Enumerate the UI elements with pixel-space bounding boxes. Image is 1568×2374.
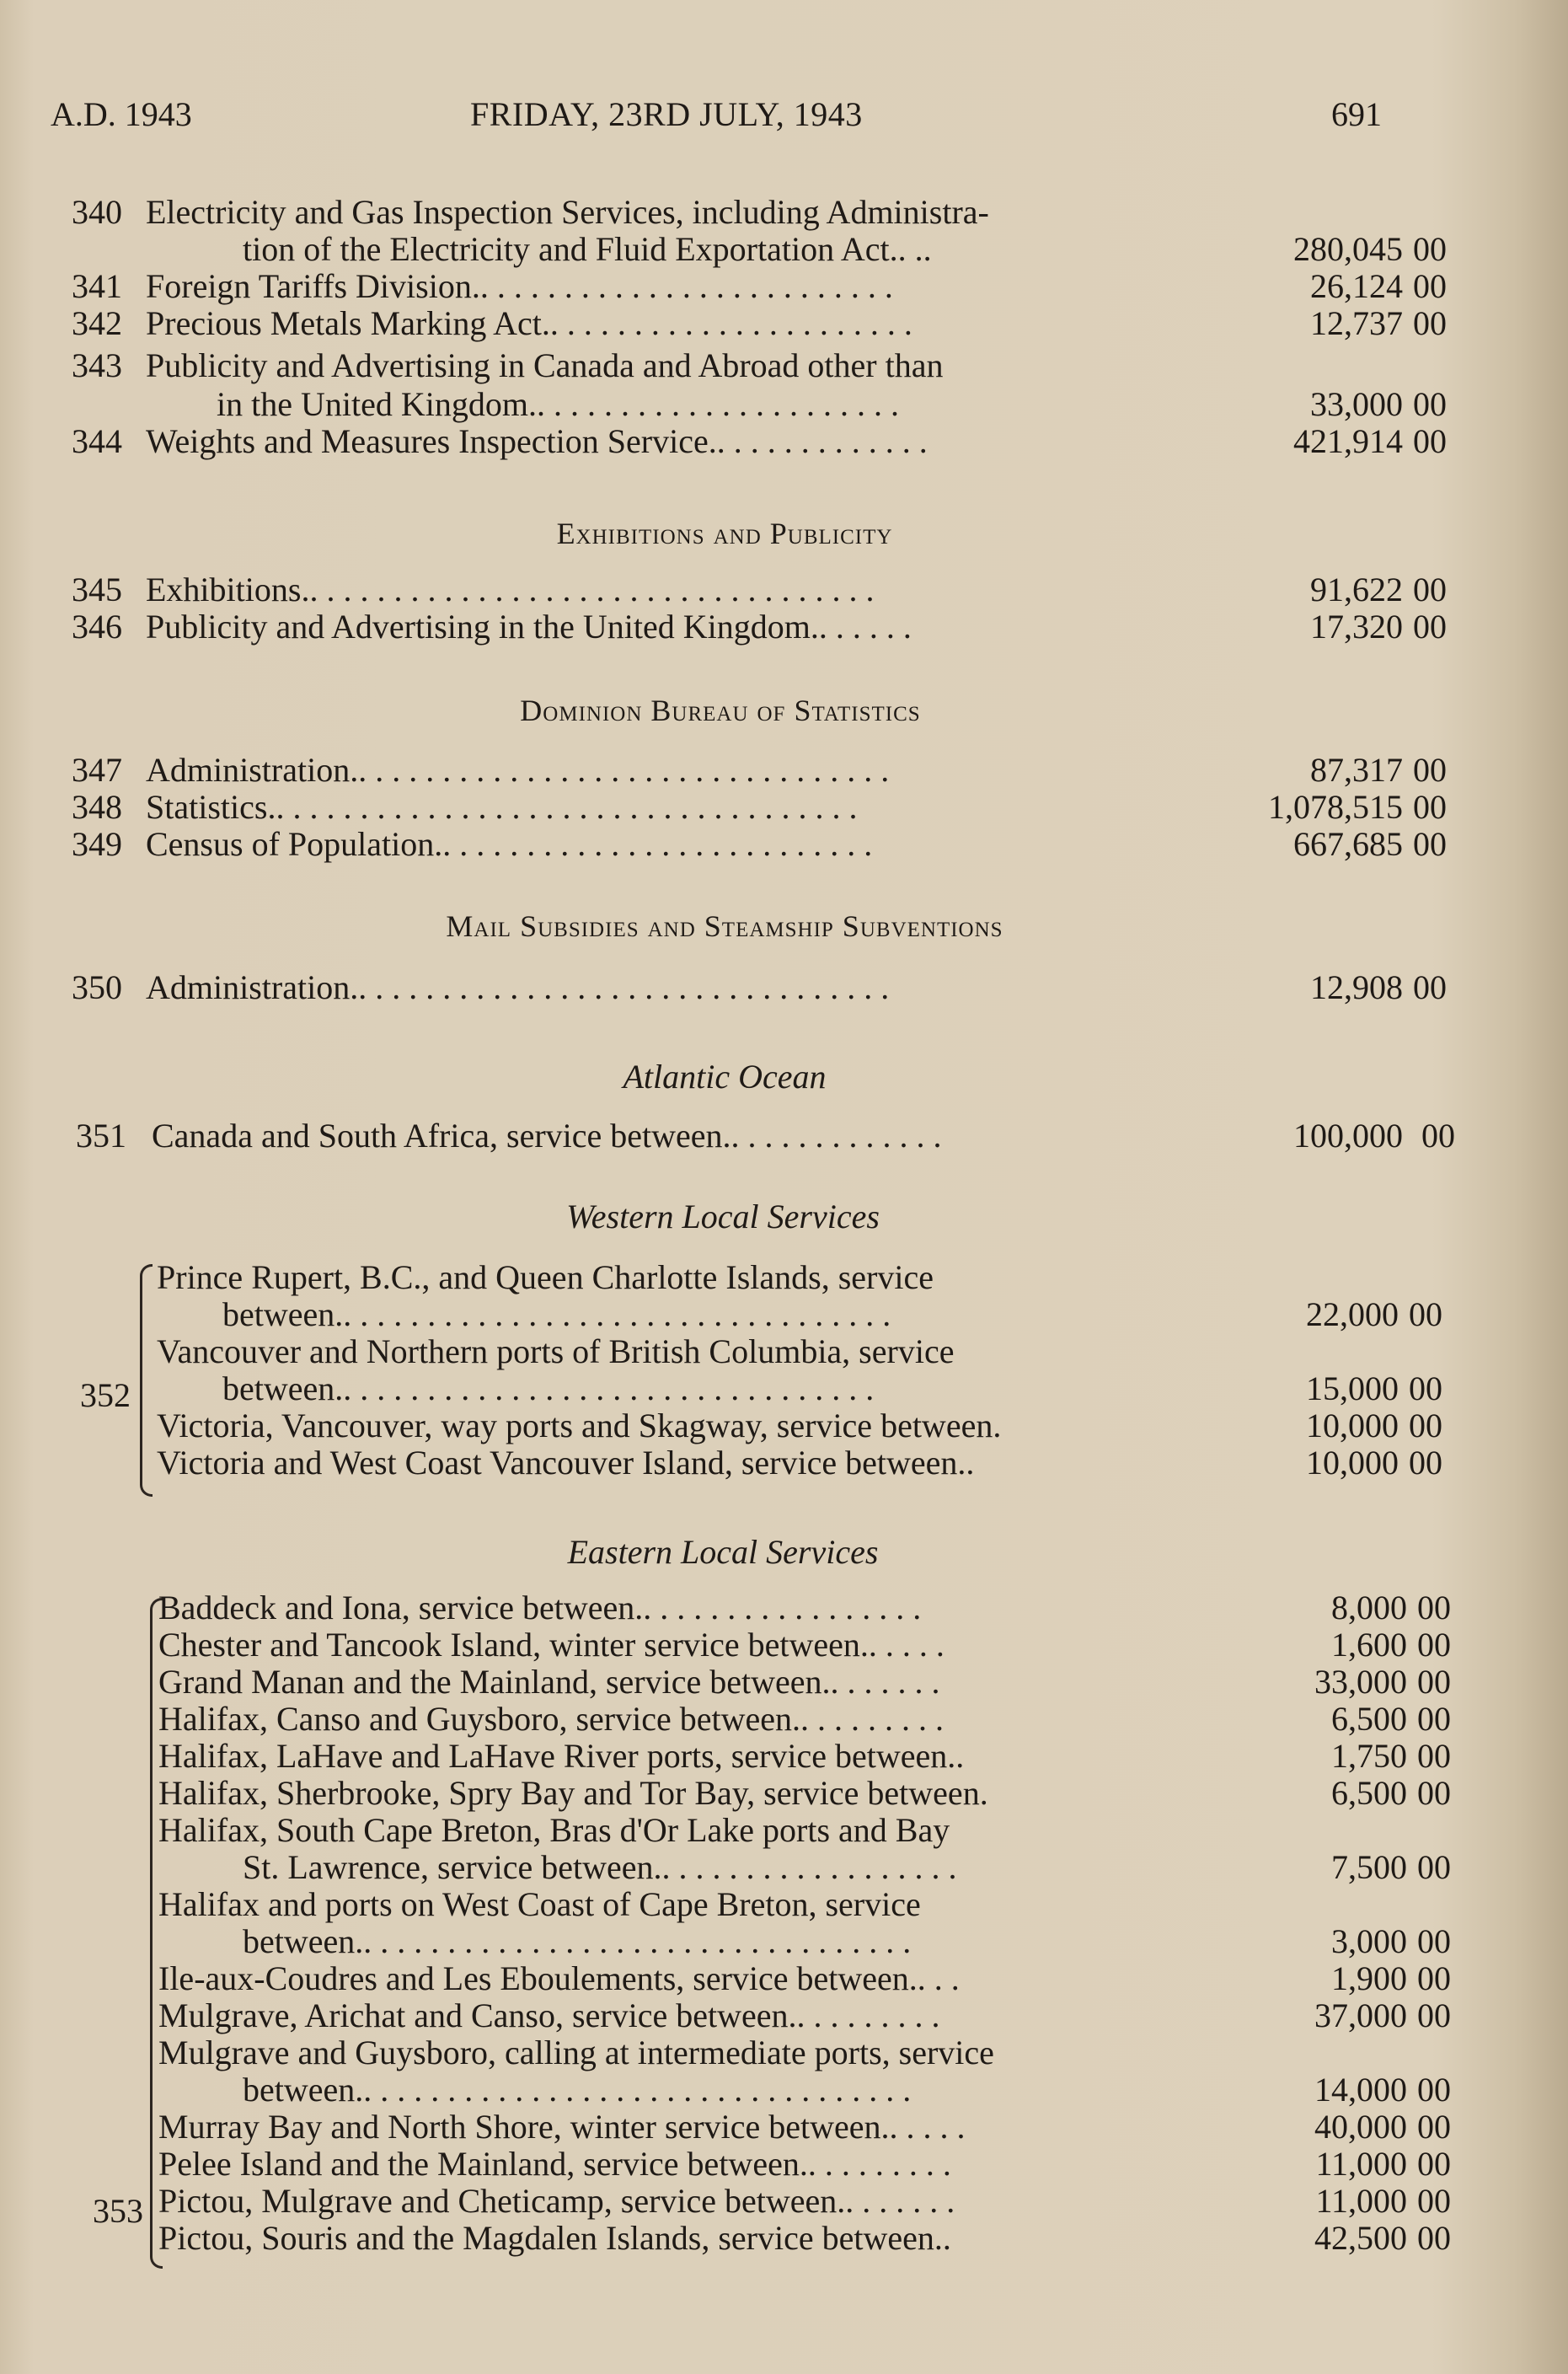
entry-cents: 00 xyxy=(1417,1589,1451,1626)
entry-text: Victoria and West Coast Vancouver Island, service between.. xyxy=(157,1444,975,1482)
entry-text-cont: St. Lawrence, service between.. . . . . . . . . . . . . . . . . . xyxy=(243,1848,957,1886)
entry-text: Murray Bay and North Shore, winter service between.. . . . . xyxy=(158,2108,966,2146)
entry-amount: 1,078,515 xyxy=(1268,788,1403,826)
subheading-eastern-local-services: Eastern Local Services xyxy=(567,1533,879,1571)
entry-cents: 00 xyxy=(1413,422,1447,460)
entry-amount: 11,000 xyxy=(1315,2145,1407,2183)
entry-text: Statistics.. . . . . . . . . . . . . . . . . . . . . . . . . . . . . . . . . . . xyxy=(146,788,858,826)
entry-text: Mulgrave and Guysboro, calling at intermediate ports, service xyxy=(158,2034,994,2071)
section-heading-mail-subsidies: Mail Subsidies and Steamship Subventions xyxy=(446,909,1003,943)
entry-amount: 10,000 xyxy=(1306,1444,1399,1482)
entry-amount: 22,000 xyxy=(1306,1295,1399,1333)
entry-cents: 00 xyxy=(1417,2071,1451,2109)
entry-text-cont: in the United Kingdom.. . . . . . . . . . . . . . . . . . . . . . xyxy=(217,385,899,423)
entry-cents: 00 xyxy=(1417,2108,1451,2146)
entry-cents: 00 xyxy=(1413,788,1447,826)
entry-cents: 00 xyxy=(1413,608,1447,646)
entry-cents: 00 xyxy=(1417,1700,1451,1738)
group-number-352: 352 xyxy=(80,1376,131,1414)
entry-cents: 00 xyxy=(1417,1996,1451,2034)
entry-cents: 00 xyxy=(1417,1848,1451,1886)
entry-text: Pelee Island and the Mainland, service between.. . . . . . . . . xyxy=(158,2145,951,2183)
entry-text: Foreign Tariffs Division.. . . . . . . . . . . . . . . . . . . . . . . . . xyxy=(146,267,893,305)
entry-amount: 37,000 xyxy=(1314,1996,1407,2034)
entry-text: Administration.. . . . . . . . . . . . . . . . . . . . . . . . . . . . . . . . xyxy=(146,968,890,1006)
entry-cents: 00 xyxy=(1417,1959,1451,1997)
entry-text: Electricity and Gas Inspection Services, including Administra- xyxy=(146,193,989,231)
entry-text: Weights and Measures Inspection Service.. . . . . . . . . . . . . xyxy=(146,422,928,460)
entry-number: 349 xyxy=(72,825,122,863)
entry-text: Halifax, LaHave and LaHave River ports, service between.. xyxy=(158,1737,965,1775)
entry-amount: 1,600 xyxy=(1331,1626,1407,1664)
entry-cents: 00 xyxy=(1409,1444,1442,1482)
entry-text-cont: between.. . . . . . . . . . . . . . . . . . . . . . . . . . . . . . . . xyxy=(222,1369,875,1407)
entry-amount: 11,000 xyxy=(1315,2182,1407,2220)
entry-number: 341 xyxy=(72,267,122,305)
entry-amount: 12,908 xyxy=(1310,968,1403,1006)
entry-text: Pictou, Mulgrave and Cheticamp, service between.. . . . . . . xyxy=(158,2182,955,2220)
entry-text: Halifax, Sherbrooke, Spry Bay and Tor Bay, service between. xyxy=(158,1774,988,1812)
entry-text-cont: tion of the Electricity and Fluid Exportation Act.. .. xyxy=(243,230,932,268)
entry-cents: 00 xyxy=(1409,1369,1442,1407)
entry-text: Vancouver and Northern ports of British Columbia, service xyxy=(157,1332,955,1370)
entry-text-cont: between.. . . . . . . . . . . . . . . . . . . . . . . . . . . . . . . . . xyxy=(243,1922,912,1960)
group-bracket-352 xyxy=(140,1264,153,1497)
entry-text-cont: between.. . . . . . . . . . . . . . . . . . . . . . . . . . . . . . . . . xyxy=(222,1295,891,1333)
entry-cents: 00 xyxy=(1413,968,1447,1006)
entry-text: Baddeck and Iona, service between.. . . . . . . . . . . . . . . . . xyxy=(158,1589,922,1626)
entry-number: 344 xyxy=(72,422,122,460)
entry-number: 342 xyxy=(72,304,122,342)
entry-cents: 00 xyxy=(1413,751,1447,789)
entry-amount: 6,500 xyxy=(1331,1700,1407,1738)
entry-text: Halifax, South Cape Breton, Bras d'Or Lake ports and Bay xyxy=(158,1811,950,1849)
entry-amount: 667,685 xyxy=(1293,825,1403,863)
header-date: FRIDAY, 23RD JULY, 1943 xyxy=(470,95,863,133)
entry-amount: 6,500 xyxy=(1331,1774,1407,1812)
entry-text: Publicity and Advertising in Canada and Abroad other than xyxy=(146,346,944,384)
entry-cents: 00 xyxy=(1417,1663,1451,1701)
page-number: 691 xyxy=(1331,95,1382,133)
entry-amount: 33,000 xyxy=(1314,1663,1407,1701)
section-heading-exhibitions: Exhibitions and Publicity xyxy=(556,517,893,550)
entry-text: Administration.. . . . . . . . . . . . . . . . . . . . . . . . . . . . . . . . xyxy=(146,751,890,789)
entry-cents: 00 xyxy=(1413,230,1447,268)
subheading-atlantic-ocean: Atlantic Ocean xyxy=(623,1058,827,1096)
entry-number: 346 xyxy=(72,608,122,646)
entry-amount: 1,900 xyxy=(1331,1959,1407,1997)
entry-amount: 12,737 xyxy=(1310,304,1403,342)
entry-amount: 3,000 xyxy=(1331,1922,1407,1960)
entry-amount: 15,000 xyxy=(1306,1369,1399,1407)
group-number-353: 353 xyxy=(93,2192,143,2230)
entry-amount: 40,000 xyxy=(1314,2108,1407,2146)
entry-cents: 00 xyxy=(1409,1295,1442,1333)
entry-cents: 00 xyxy=(1413,385,1447,423)
entry-cents: 00 xyxy=(1417,2182,1451,2220)
entry-text: Canada and South Africa, service between.. . . . . . . . . . . . . xyxy=(152,1117,942,1155)
entry-cents: 00 xyxy=(1413,304,1447,342)
entry-amount: 280,045 xyxy=(1293,230,1403,268)
entry-text: Halifax, Canso and Guysboro, service between.. . . . . . . . . xyxy=(158,1700,944,1738)
entry-number: 343 xyxy=(72,346,122,384)
entry-cents: 00 xyxy=(1413,825,1447,863)
entry-text: Halifax and ports on West Coast of Cape Breton, service xyxy=(158,1885,921,1923)
entry-amount: 100,000 xyxy=(1293,1117,1403,1155)
entry-text: Publicity and Advertising in the United Kingdom.. . . . . . xyxy=(146,608,912,646)
entry-text: Exhibitions.. . . . . . . . . . . . . . . . . . . . . . . . . . . . . . . . . . xyxy=(146,571,875,608)
entry-text: Grand Manan and the Mainland, service between.. . . . . . . xyxy=(158,1663,940,1701)
entry-cents: 00 xyxy=(1417,1626,1451,1664)
entry-amount: 10,000 xyxy=(1306,1407,1399,1444)
entry-cents: 00 xyxy=(1421,1117,1455,1155)
entry-amount: 7,500 xyxy=(1331,1848,1407,1886)
entry-text: Victoria, Vancouver, way ports and Skagway, service between. xyxy=(157,1407,1002,1444)
entry-amount: 91,622 xyxy=(1310,571,1403,608)
entry-text: Census of Population.. . . . . . . . . . . . . . . . . . . . . . . . . . xyxy=(146,825,873,863)
section-heading-statistics: Dominion Bureau of Statistics xyxy=(520,694,921,727)
entry-cents: 00 xyxy=(1413,267,1447,305)
page-header xyxy=(51,94,1382,145)
entry-text: Prince Rupert, B.C., and Queen Charlotte Islands, service xyxy=(157,1258,934,1296)
entry-text: Chester and Tancook Island, winter service between.. . . . . xyxy=(158,1626,945,1664)
entry-text: Ile-aux-Coudres and Les Eboulements, service between.. . . xyxy=(158,1959,960,1997)
entry-amount: 14,000 xyxy=(1314,2071,1407,2109)
entry-amount: 26,124 xyxy=(1310,267,1403,305)
entry-text: Mulgrave, Arichat and Canso, service between.. . . . . . . . . xyxy=(158,1996,940,2034)
entry-amount: 42,500 xyxy=(1314,2219,1407,2257)
entry-number: 351 xyxy=(76,1117,126,1155)
entry-number: 348 xyxy=(72,788,122,826)
entry-amount: 17,320 xyxy=(1310,608,1403,646)
entry-cents: 00 xyxy=(1417,1737,1451,1775)
subheading-western-local-services: Western Local Services xyxy=(566,1198,880,1235)
entry-number: 345 xyxy=(72,571,122,608)
entry-number: 340 xyxy=(72,193,122,231)
entry-cents: 00 xyxy=(1413,571,1447,608)
entry-cents: 00 xyxy=(1409,1407,1442,1444)
entry-amount: 421,914 xyxy=(1293,422,1403,460)
entry-number: 350 xyxy=(72,968,122,1006)
entry-number: 347 xyxy=(72,751,122,789)
entry-text: Pictou, Souris and the Magdalen Islands, service between.. xyxy=(158,2219,951,2257)
entry-cents: 00 xyxy=(1417,1774,1451,1812)
entry-amount: 87,317 xyxy=(1310,751,1403,789)
entry-cents: 00 xyxy=(1417,1922,1451,1960)
header-year: A.D. 1943 xyxy=(51,95,192,133)
entry-text-cont: between.. . . . . . . . . . . . . . . . . . . . . . . . . . . . . . . . . xyxy=(243,2071,912,2109)
entry-amount: 33,000 xyxy=(1310,385,1403,423)
entry-text: Precious Metals Marking Act.. . . . . . . . . . . . . . . . . . . . . . xyxy=(146,304,912,342)
entry-cents: 00 xyxy=(1417,2219,1451,2257)
entry-amount: 1,750 xyxy=(1331,1737,1407,1775)
entry-cents: 00 xyxy=(1417,2145,1451,2183)
entry-amount: 8,000 xyxy=(1331,1589,1407,1626)
